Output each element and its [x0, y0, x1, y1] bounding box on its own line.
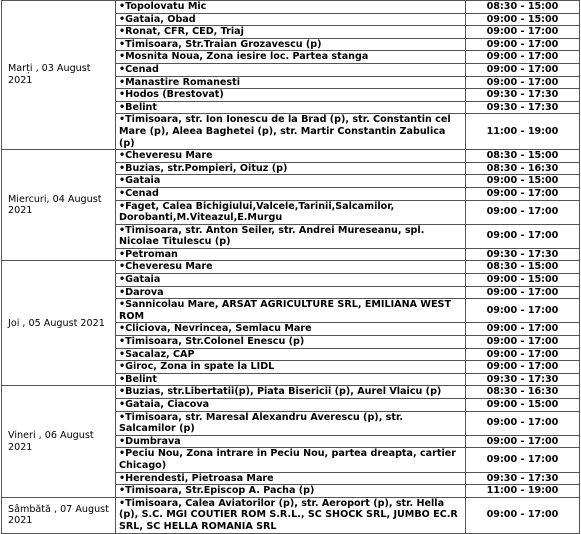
time-interval-cell: 09:00 - 17:00 — [466, 361, 580, 374]
schedule-row — [2, 150, 580, 163]
location-cell: •Gataia — [116, 274, 466, 287]
time-interval-cell: 09:30 - 17:30 — [466, 248, 580, 261]
location-cell: •Gataia, Obad — [116, 13, 466, 26]
location-cell: •Timisoara, Str.Traian Grozavescu (p) — [116, 38, 466, 51]
time-interval-cell: 08:30 - 16:30 — [466, 162, 580, 175]
location-cell: •Cheveresu Mare — [116, 150, 466, 163]
location-cell: •Manastire Romanesti — [116, 76, 466, 89]
location-cell: •Gataia — [116, 175, 466, 188]
time-interval-cell: 11:00 - 19:00 — [466, 485, 580, 498]
time-interval-cell: 09:00 - 15:00 — [466, 274, 580, 287]
time-interval-cell: 08:30 - 15:00 — [466, 261, 580, 274]
time-interval-cell: 08:30 - 16:30 — [466, 386, 580, 399]
time-interval-cell: 09:00 - 17:00 — [466, 435, 580, 448]
time-interval-cell: 09:00 - 17:00 — [466, 224, 580, 248]
location-cell: •Peciu Nou, Zona intrare in Peciu Nou, partea dreapta, cartier Chicago) — [116, 448, 466, 472]
location-cell: •Gataia, Ciacova — [116, 399, 466, 412]
time-interval-cell: 09:30 - 17:30 — [466, 101, 580, 114]
day-label: Joi , 05 August 2021 — [2, 261, 116, 386]
day-label: Miercuri, 04 August 2021 — [2, 150, 116, 261]
day-label: Vineri , 06 August 2021 — [2, 386, 116, 497]
time-interval-cell: 09:00 - 17:00 — [466, 299, 580, 323]
location-cell: •Topolovatu Mic — [116, 1, 466, 14]
time-interval-cell: 08:30 - 15:00 — [466, 1, 580, 14]
outage-schedule-table — [1, 0, 580, 534]
time-interval-cell: 09:30 - 17:30 — [466, 472, 580, 485]
location-cell: •Timisoara, str. Ion Ionescu de la Brad (p), str. Constantin cel Mare (p), Aleea Baghetei (p), str. Martir Constantin Zabulica (p) — [116, 114, 466, 150]
time-interval-cell: 09:00 - 17:00 — [466, 448, 580, 472]
time-interval-cell: 09:00 - 17:00 — [466, 411, 580, 435]
location-cell: •Darova — [116, 286, 466, 299]
location-cell: •Sacalaz, CAP — [116, 348, 466, 361]
location-cell: •Ronat, CFR, CED, Triaj — [116, 26, 466, 39]
time-interval-cell: 09:00 - 15:00 — [466, 175, 580, 188]
location-cell: •Cliciova, Nevrincea, Semlacu Mare — [116, 323, 466, 336]
time-interval-cell: 09:00 - 17:00 — [466, 200, 580, 224]
time-interval-cell: 09:00 - 15:00 — [466, 13, 580, 26]
location-cell: •Giroc, Zona in spate la LIDL — [116, 361, 466, 374]
time-interval-cell: 09:00 - 17:00 — [466, 323, 580, 336]
location-cell: •Sannicolau Mare, ARSAT AGRICULTURE SRL, EMILIANA WEST ROM — [116, 299, 466, 323]
time-interval-cell: 09:00 - 17:00 — [466, 63, 580, 76]
schedule-row — [2, 497, 580, 533]
day-label: Marți , 03 August 2021 — [2, 1, 116, 150]
time-interval-cell: 09:00 - 17:00 — [466, 51, 580, 64]
schedule-row — [2, 386, 580, 399]
location-cell: •Cenad — [116, 187, 466, 200]
time-interval-cell: 09:00 - 17:00 — [466, 76, 580, 89]
location-cell: •Dumbrava — [116, 435, 466, 448]
day-label: Sâmbătă , 07 August 2021 — [2, 497, 116, 533]
time-interval-cell: 09:00 - 17:00 — [466, 286, 580, 299]
time-interval-cell: 09:00 - 17:00 — [466, 336, 580, 349]
location-cell: •Timisoara, Calea Aviatorilor (p), str. Aeroport (p), str. Hella (p), S.C. MGI COUTIER ROM S.R.L., SC SHOCK SRL, JUMBO EC.R SRL, SC HELLA ROMANIA SRL — [116, 497, 466, 533]
time-interval-cell: 09:30 - 17:30 — [466, 373, 580, 386]
location-cell: •Timisoara, Str.Colonel Enescu (p) — [116, 336, 466, 349]
location-cell: •Petroman — [116, 248, 466, 261]
time-interval-cell: 09:00 - 15:00 — [466, 399, 580, 412]
location-cell: •Hodos (Brestovat) — [116, 89, 466, 102]
time-interval-cell: 11:00 - 19:00 — [466, 114, 580, 150]
time-interval-cell: 09:00 - 17:00 — [466, 26, 580, 39]
time-interval-cell: 08:30 - 15:00 — [466, 150, 580, 163]
location-cell: •Mosnita Noua, Zona iesire loc. Partea stanga — [116, 51, 466, 64]
location-cell: •Belint — [116, 373, 466, 386]
location-cell: •Faget, Calea Bichigiului,Valcele,Tarinii,Salcamilor, Dorobanti,M.Viteazul,E.Murgu — [116, 200, 466, 224]
time-interval-cell: 09:30 - 17:30 — [466, 89, 580, 102]
schedule-row — [2, 1, 580, 14]
location-cell: •Herendesti, Pietroasa Mare — [116, 472, 466, 485]
time-interval-cell: 09:00 - 17:00 — [466, 187, 580, 200]
location-cell: •Timisoara, str. Maresal Alexandru Averescu (p), str. Salcamilor (p) — [116, 411, 466, 435]
schedule-row — [2, 261, 580, 274]
time-interval-cell: 09:00 - 17:00 — [466, 348, 580, 361]
location-cell: •Buzias, str.Libertatii(p), Piata Bisericii (p), Aurel Vlaicu (p) — [116, 386, 466, 399]
location-cell: •Cenad — [116, 63, 466, 76]
location-cell: •Buzias, str.Pompieri, Oituz (p) — [116, 162, 466, 175]
location-cell: •Cheveresu Mare — [116, 261, 466, 274]
location-cell: •Timisoara, Str.Episcop A. Pacha (p) — [116, 485, 466, 498]
location-cell: •Timisoara, str. Anton Seiler, str. Andrei Mureseanu, spl. Nicolae Titulescu (p) — [116, 224, 466, 248]
location-cell: •Belint — [116, 101, 466, 114]
time-interval-cell: 09:00 - 17:00 — [466, 38, 580, 51]
time-interval-cell: 09:00 - 17:00 — [466, 497, 580, 533]
